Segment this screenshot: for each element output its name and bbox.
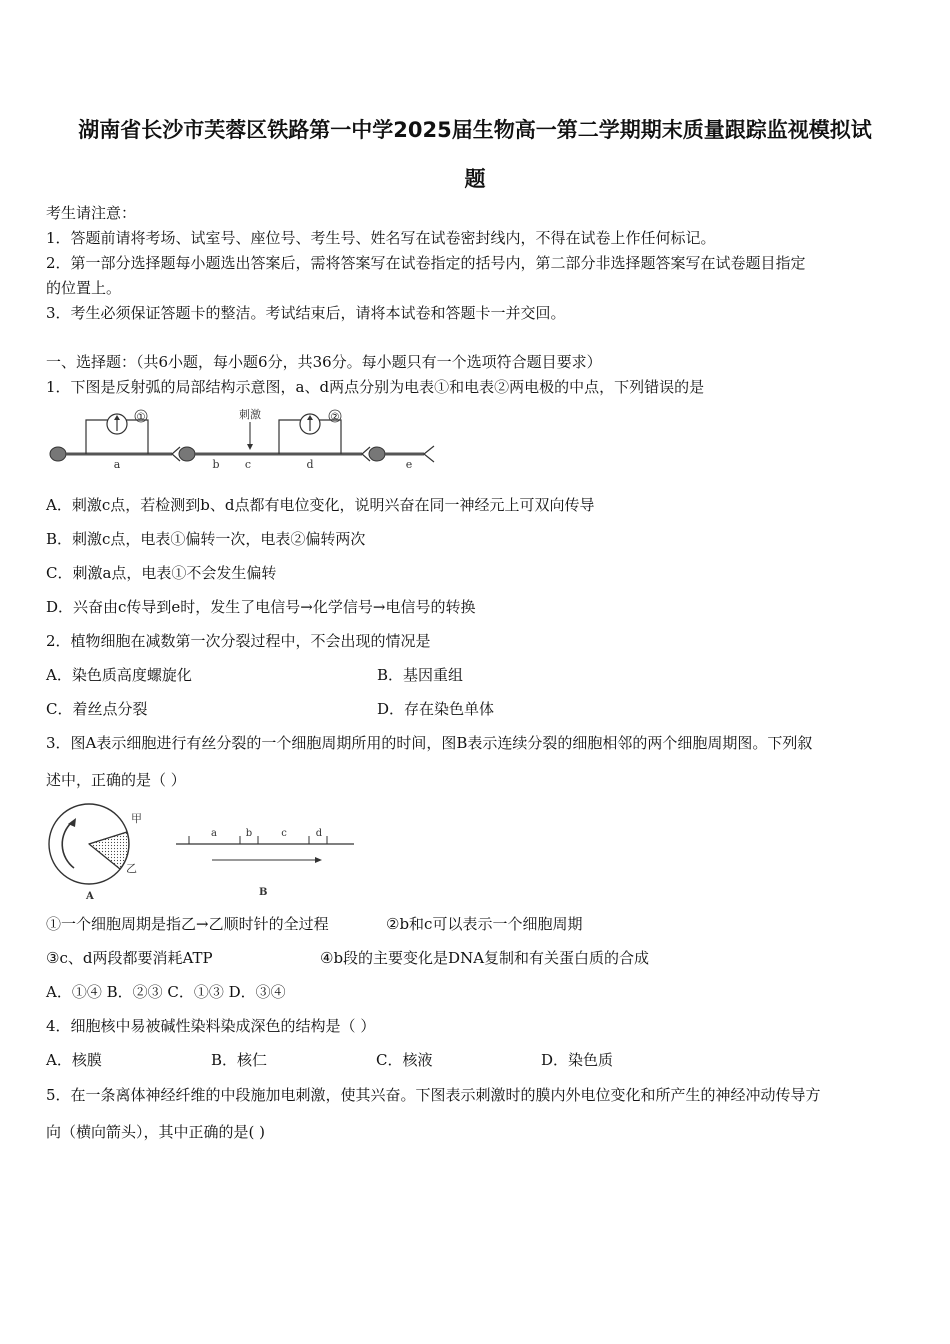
- neuron-body-3: [369, 447, 385, 461]
- exam-title-line2: 题: [464, 167, 486, 191]
- q2-option-c: C．着丝点分裂: [46, 700, 148, 718]
- notice-item-1: 1．答题前请将考场、试室号、座位号、考生号、姓名写在试卷密封线内，不得在试卷上作任何标记。: [46, 229, 716, 247]
- label-jia: 甲: [131, 812, 142, 825]
- reflex-arc-figure: [44, 404, 444, 478]
- q3-stem-line1: 3．图A表示细胞进行有丝分裂的一个细胞周期所用的时间，图B表示连续分裂的细胞相邻的两个细胞周期图。下列叙: [46, 734, 813, 752]
- label-fig-a: A: [86, 891, 94, 902]
- notice-item-2-cont: 的位置上。: [46, 279, 122, 297]
- point-e-label: e: [405, 458, 413, 471]
- segment-b-label: b: [245, 828, 253, 839]
- notice-item-3: 3．考生必须保证答题卡的整洁。考试结束后，请将本试卷和答题卡一并交回。: [46, 304, 566, 322]
- exam-title-line1: 湖南省长沙市芙蓉区铁路第一中学2025届生物高一第二学期期末质量跟踪监视模拟试: [78, 118, 872, 142]
- q5-stem-line2: 向（横向箭头），其中正确的是( ): [46, 1123, 265, 1141]
- q4-stem: 4．细胞核中易被碱性染料染成深色的结构是（ ）: [46, 1017, 376, 1035]
- cell-cycle-figure: [44, 802, 364, 902]
- q3-statement-3: ③c、d两段都要消耗ATP: [46, 949, 213, 967]
- q1-option-c: C．刺激a点，电表①不会发生偏转: [46, 564, 277, 582]
- segment-c-label: c: [281, 828, 287, 839]
- q3-options: A．①④ B．②③ C．①③ D．③④: [46, 983, 286, 1001]
- section-heading: 一、选择题：（共6小题，每小题6分，共36分。每小题只有一个选项符合题目要求）: [46, 353, 602, 371]
- label-fig-b: B: [259, 887, 268, 898]
- q2-option-a: A．染色质高度螺旋化: [46, 666, 192, 684]
- point-d-label: d: [306, 458, 314, 471]
- segment-d-label: d: [315, 828, 323, 839]
- neuron-body-1: [50, 447, 66, 461]
- q3-stem-line2: 述中，正确的是（ ）: [46, 771, 186, 789]
- q1-stem: 1．下图是反射弧的局部结构示意图，a、d两点分别为电表①和电表②两电极的中点，下列错误的是: [46, 378, 705, 396]
- q4-option-c: C．核液: [376, 1051, 433, 1069]
- point-c-label: c: [244, 458, 252, 471]
- q2-option-d: D．存在染色单体: [377, 700, 495, 718]
- segment-a-label: a: [211, 828, 217, 839]
- q1-option-a: A．刺激c点，若检测到b、d点都有电位变化，说明兴奋在同一神经元上可双向传导: [46, 496, 595, 514]
- q4-option-a: A．核膜: [46, 1051, 102, 1069]
- q2-stem: 2．植物细胞在减数第一次分裂过程中，不会出现的情况是: [46, 632, 431, 650]
- label-yi: 乙: [126, 862, 137, 875]
- notice-item-2: 2．第一部分选择题每小题选出答案后，需将答案写在试卷指定的括号内，第二部分非选择题答案写在试卷题目指定: [46, 254, 806, 272]
- q3-statement-1: ①一个细胞周期是指乙→乙顺时针的全过程: [46, 915, 329, 933]
- q3-statement-2: ②b和c可以表示一个细胞周期: [386, 915, 583, 933]
- stimulus-label: 刺激: [239, 408, 261, 421]
- q4-option-d: D．染色质: [541, 1051, 614, 1069]
- notice-header: 考生请注意：: [46, 204, 137, 222]
- q2-option-b: B．基因重组: [377, 666, 464, 684]
- q1-option-b: B．刺激c点，电表①偏转一次，电表②偏转两次: [46, 530, 366, 548]
- point-b-label: b: [212, 458, 220, 471]
- q4-option-b: B．核仁: [211, 1051, 268, 1069]
- point-a-label: a: [113, 458, 121, 471]
- meter-1-label: ①: [136, 412, 146, 423]
- q1-option-d: D．兴奋由c传导到e时，发生了电信号→化学信号→电信号的转换: [46, 598, 476, 616]
- neuron-body-2: [179, 447, 195, 461]
- q5-stem-line1: 5．在一条离体神经纤维的中段施加电刺激，使其兴奋。下图表示刺激时的膜内外电位变化和所产生的神经冲动传导方: [46, 1086, 821, 1104]
- q3-statement-4: ④b段的主要变化是DNA复制和有关蛋白质的合成: [320, 949, 650, 967]
- meter-2-label: ②: [330, 412, 340, 423]
